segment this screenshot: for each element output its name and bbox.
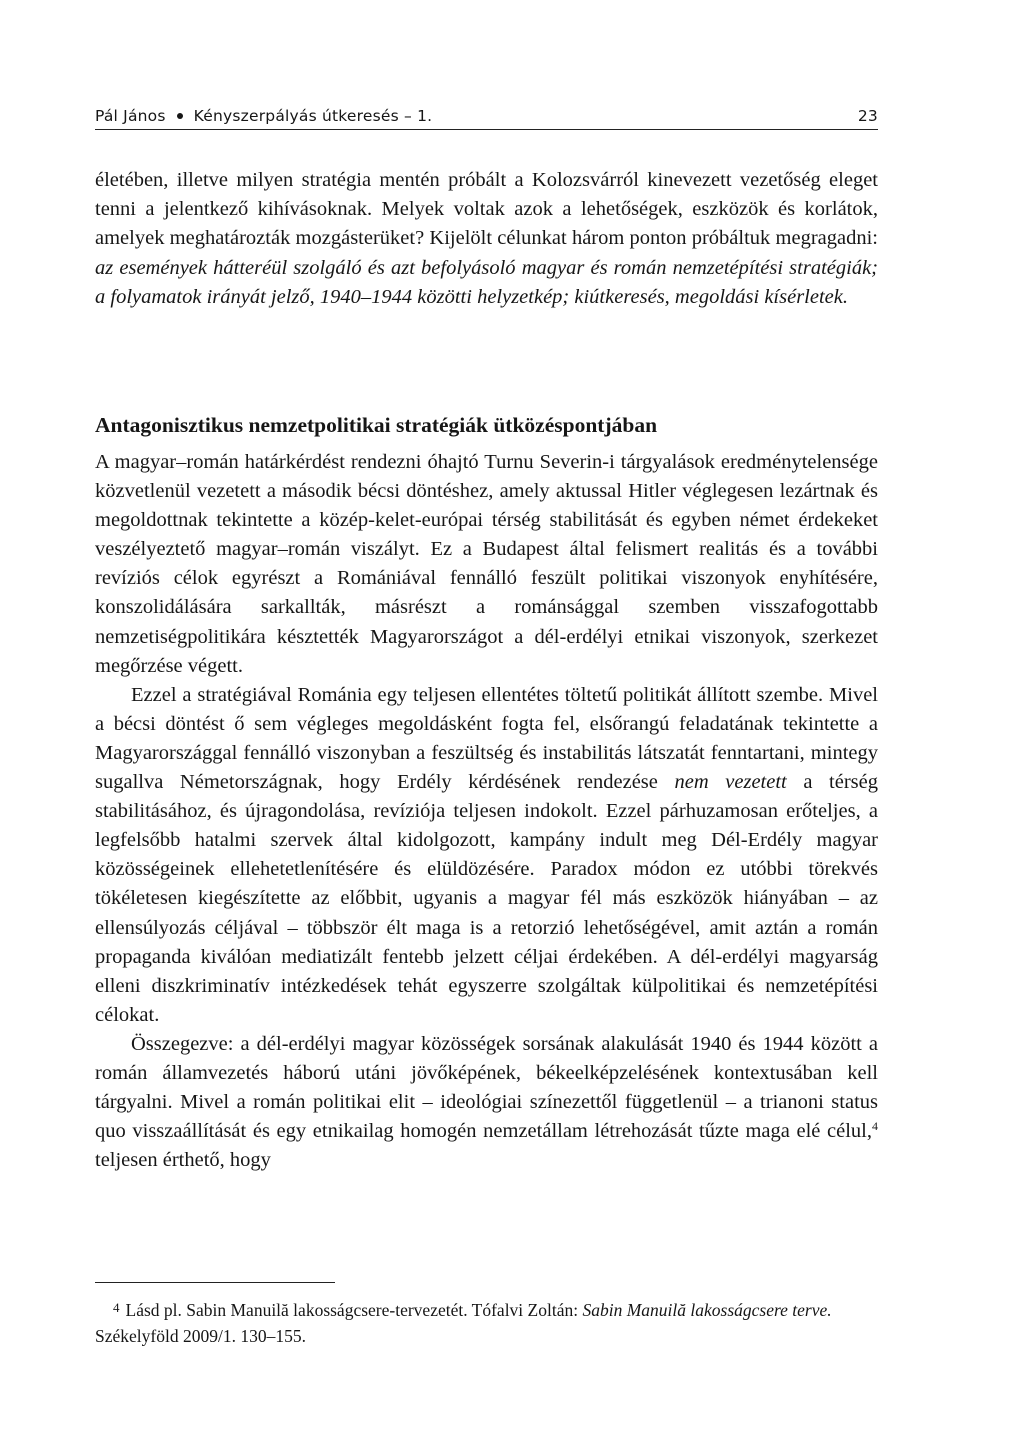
page-number: 23 (857, 107, 878, 125)
footnote-text-b: Székelyföld 2009/1. 130–155. (95, 1326, 306, 1346)
paragraph-2-text-a: Ezzel a stratégiával Románia egy teljesen ellentétes töltetű politikát állított szembe. Mivel a bécsi döntést ő sem végleges megoldásként fogta fel, elsőrangú feladatának tekintette a Magyarországgal fennálló viszonyban a feszültség és instabilitás látszatát fenntartani, mintegy sugallva Németországnak, hogy Erdély kérdésének rendezése (95, 683, 878, 794)
section-heading: Antagonisztikus nemzetpolitikai stratégiák ütközéspontjában (95, 413, 658, 437)
intro-text: életében, illetve milyen stratégia mentén próbált a Kolozsvárról kinevezett vezetőség eleget tenni a jelentkező kihívásoknak. Melyek voltak azok a lehetőségek, eszközök és korlátok, amelyek meghatározták mozgásterüket? Kijelölt célunkat három ponton próbáltuk megragadni: (95, 169, 878, 250)
footnote-reference[interactable]: 4 (872, 1119, 878, 1134)
running-head-left (95, 107, 432, 125)
intro-italic-text: az események hátteréül szolgáló és azt befolyásoló magyar és román nemzetépítési stratégiák; a folyamatok irányát jelző, 1940–1944 közötti helyzetkép; kiútkeresés, megoldási kísérletek. (95, 256, 878, 308)
footnote-rule (95, 1282, 335, 1283)
running-head-author: Pál János (95, 107, 166, 125)
paragraph-2-italic: nem vezetett (674, 771, 787, 794)
paragraph-2 (95, 681, 878, 1030)
header-rule (95, 129, 878, 130)
footnote-text-a: Lásd pl. Sabin Manuilă lakosságcsere-tervezetét. Tófalvi Zoltán: (125, 1300, 583, 1320)
paragraph-1: A magyar–román határkérdést rendezni óhajtó Turnu Severin-i tárgyalások eredménytelensége közvetlenül vezetett a második bécsi döntéshez, amely aktussal Hitler véglegesen lezártnak és megoldottnak tekintette a közép-kelet-európai térség stabilitását és egyben német érdekeket veszélyeztető magyar–román viszályt. Ez a Budapest által felismert realitás és a további revíziós célok egyrészt a Romániával fennálló feszült politikai viszonyok enyhítésére, konszolidálására sarkallták, másrészt a románsággal szemben visszafogottabb nemzetiségpolitikára késztették Magyarországot a dél-erdélyi etnikai viszonyok, szerkezet megőrzése végett. (95, 451, 878, 677)
section-body (95, 448, 878, 1175)
footnote (95, 1298, 878, 1349)
paragraph-3-text-a: Összegezve: a dél-erdélyi magyar közösségek sorsának alakulását 1940 és 1944 között a román államvezetés háború utáni jövőképének, békeelképzelésének kontextusában kell tárgyalni. Mivel a román politikai elit – ideológiai színezettől függetlenül – a trianoni status quo visszaállítását és egy etnikailag homogén nemzetállam létrehozását tűzte maga elé célul, (95, 1032, 878, 1143)
running-head-title: Kényszerpályás útkeresés – 1. (193, 107, 433, 125)
paragraph-2-text-b: a térség stabilitásához, és újragondolása, revíziója teljesen indokolt. Ezzel párhuzamosan erőteljes, a legfelsőbb hatalmi szervek által kidolgozott, kampány indult meg Dél-Erdély magyar közösségeinek ellehetetlenítésére és elüldözésére. Paradox módon ez utóbbi törekvés tökéletesen kiegészítette az előbbit, ugyanis a magyar fél más eszközök hiányában – az ellensúlyozás céljával – többször élt maga is a retorzió lehetőségével, amit aztán a román propaganda kiválóan mediatizált fentebb jelzett céljai érdekében. A dél-erdélyi magyarság elleni diszkriminatív intézkedések tehát egyszerre szolgáltak külpolitikai és nemzetépítési célokat. (95, 771, 879, 1026)
bullet-icon (177, 113, 183, 119)
footnote-italic: Sabin Manuilă lakosságcsere terve. (582, 1300, 832, 1320)
intro-paragraph (95, 166, 878, 312)
footnote-number: 4 (113, 1300, 120, 1315)
paragraph-3 (95, 1030, 878, 1175)
paragraph-3-text-b: teljesen érthető, hogy (95, 1149, 271, 1172)
